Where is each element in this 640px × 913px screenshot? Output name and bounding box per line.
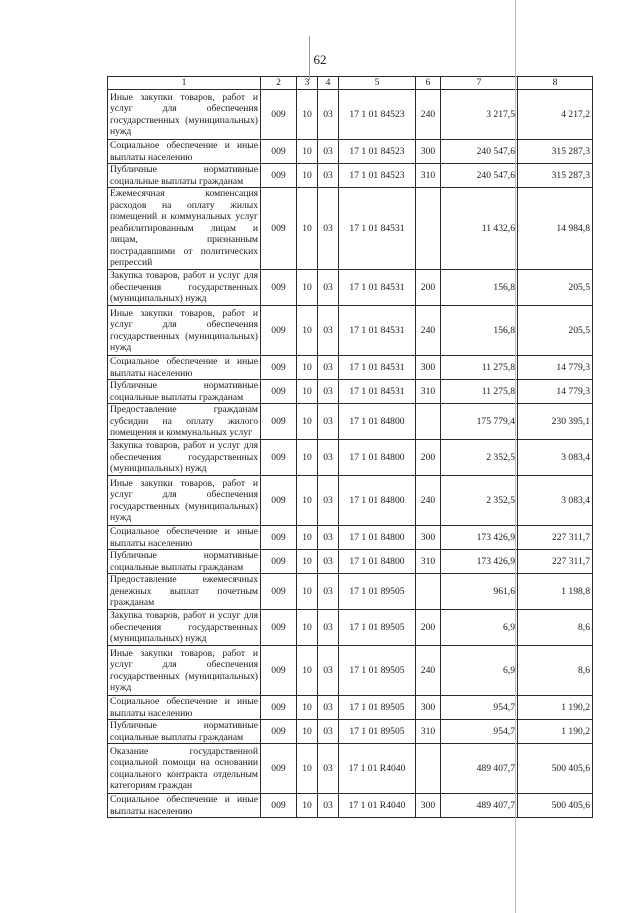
row-ministry-code: 009 — [261, 646, 297, 696]
row-section-code: 10 — [297, 164, 318, 188]
row-name: Оказание государственной социальной помощи на основании социального контракта отдельным категориям граждан — [108, 744, 261, 794]
row-amount-year-1: 156,8 — [441, 306, 518, 356]
row-ministry-code: 009 — [261, 744, 297, 794]
row-section-code: 10 — [297, 744, 318, 794]
table-row — [108, 744, 593, 794]
row-target-article: 17 1 01 89505 — [339, 574, 416, 610]
row-amount-year-1: 175 779,4 — [441, 404, 518, 440]
table-row — [108, 574, 593, 610]
row-subsection-code: 03 — [318, 794, 339, 818]
row-target-article: 17 1 01 84800 — [339, 440, 416, 476]
row-ministry-code: 009 — [261, 794, 297, 818]
row-name: Закупка товаров, работ и услуг для обеспечения государственных (муниципальных) нужд — [108, 440, 261, 476]
row-amount-year-2: 1 190,2 — [518, 696, 593, 720]
row-amount-year-1: 240 547,6 — [441, 140, 518, 164]
row-section-code: 10 — [297, 140, 318, 164]
row-ministry-code: 009 — [261, 140, 297, 164]
row-subsection-code: 03 — [318, 476, 339, 526]
row-section-code: 10 — [297, 794, 318, 818]
row-subsection-code: 03 — [318, 610, 339, 646]
row-section-code: 10 — [297, 306, 318, 356]
row-subsection-code: 03 — [318, 744, 339, 794]
header-cell: 6 — [416, 77, 441, 90]
row-ministry-code: 009 — [261, 696, 297, 720]
row-section-code: 10 — [297, 720, 318, 744]
row-section-code: 10 — [297, 440, 318, 476]
table-row — [108, 404, 593, 440]
row-subsection-code: 03 — [318, 404, 339, 440]
row-amount-year-2: 500 405,6 — [518, 794, 593, 818]
row-subsection-code: 03 — [318, 140, 339, 164]
row-expense-type: 310 — [416, 380, 441, 404]
row-ministry-code: 009 — [261, 270, 297, 306]
row-amount-year-1: 2 352,5 — [441, 440, 518, 476]
row-amount-year-1: 954,7 — [441, 696, 518, 720]
row-name: Социальное обеспечение и иные выплаты населению — [108, 526, 261, 550]
row-amount-year-1: 489 407,7 — [441, 794, 518, 818]
table-row — [108, 306, 593, 356]
row-amount-year-2: 14 779,3 — [518, 356, 593, 380]
row-subsection-code: 03 — [318, 646, 339, 696]
row-amount-year-1: 156,8 — [441, 270, 518, 306]
row-amount-year-2: 3 083,4 — [518, 440, 593, 476]
row-target-article: 17 1 01 84531 — [339, 188, 416, 270]
row-amount-year-1: 489 407,7 — [441, 744, 518, 794]
row-ministry-code: 009 — [261, 188, 297, 270]
row-amount-year-1: 2 352,5 — [441, 476, 518, 526]
table-row — [108, 646, 593, 696]
row-target-article: 17 1 01 89505 — [339, 720, 416, 744]
row-ministry-code: 009 — [261, 404, 297, 440]
row-subsection-code: 03 — [318, 356, 339, 380]
row-section-code: 10 — [297, 380, 318, 404]
row-ministry-code: 009 — [261, 574, 297, 610]
row-expense-type — [416, 188, 441, 270]
row-expense-type: 300 — [416, 356, 441, 380]
header-cell: 7 — [441, 77, 518, 90]
row-expense-type: 300 — [416, 140, 441, 164]
row-name: Социальное обеспечение и иные выплаты населению — [108, 794, 261, 818]
row-expense-type: 300 — [416, 794, 441, 818]
row-amount-year-1: 961,6 — [441, 574, 518, 610]
table-row — [108, 188, 593, 270]
row-target-article: 17 1 01 84531 — [339, 380, 416, 404]
row-target-article: 17 1 01 R4040 — [339, 744, 416, 794]
row-section-code: 10 — [297, 610, 318, 646]
table-body — [108, 90, 593, 818]
page-number: 62 — [313, 52, 327, 67]
table-row — [108, 356, 593, 380]
row-amount-year-2: 227 311,7 — [518, 526, 593, 550]
row-name: Закупка товаров, работ и услуг для обеспечения государственных (муниципальных) нужд — [108, 270, 261, 306]
row-amount-year-2: 1 198,8 — [518, 574, 593, 610]
row-ministry-code: 009 — [261, 440, 297, 476]
row-target-article: 17 1 01 84800 — [339, 550, 416, 574]
row-target-article: 17 1 01 89505 — [339, 610, 416, 646]
row-name: Иные закупки товаров, работ и услуг для обеспечения государственных (муниципальных) нужд — [108, 476, 261, 526]
row-amount-year-2: 227 311,7 — [518, 550, 593, 574]
row-ministry-code: 009 — [261, 306, 297, 356]
row-section-code: 10 — [297, 550, 318, 574]
row-amount-year-2: 500 405,6 — [518, 744, 593, 794]
table-row — [108, 720, 593, 744]
row-target-article: 17 1 01 84531 — [339, 270, 416, 306]
header-cell: 4 — [318, 77, 339, 90]
header-cell: 1 — [108, 77, 261, 90]
row-expense-type: 300 — [416, 696, 441, 720]
row-name: Ежемесячная компенсация расходов на оплату жилых помещений и коммунальных услуг реабилитированным лицам и лицам, признанным пострадавшими от политических репрессий — [108, 188, 261, 270]
row-section-code: 10 — [297, 574, 318, 610]
row-subsection-code: 03 — [318, 574, 339, 610]
row-expense-type: 240 — [416, 90, 441, 140]
row-subsection-code: 03 — [318, 720, 339, 744]
row-amount-year-1: 6,9 — [441, 610, 518, 646]
row-ministry-code: 009 — [261, 164, 297, 188]
row-amount-year-1: 3 217,5 — [441, 90, 518, 140]
row-amount-year-1: 6,9 — [441, 646, 518, 696]
table-row — [108, 794, 593, 818]
table-row — [108, 270, 593, 306]
table-row — [108, 164, 593, 188]
row-amount-year-1: 173 426,9 — [441, 550, 518, 574]
row-expense-type: 310 — [416, 720, 441, 744]
row-target-article: 17 1 01 84531 — [339, 356, 416, 380]
row-subsection-code: 03 — [318, 270, 339, 306]
row-ministry-code: 009 — [261, 380, 297, 404]
row-name: Социальное обеспечение и иные выплаты населению — [108, 356, 261, 380]
row-name: Предоставление гражданам субсидии на оплату жилого помещения и коммунальных услуг — [108, 404, 261, 440]
header-cell: 3 — [297, 77, 318, 90]
table-row — [108, 90, 593, 140]
row-expense-type: 310 — [416, 164, 441, 188]
row-expense-type: 240 — [416, 476, 441, 526]
row-section-code: 10 — [297, 696, 318, 720]
table-row — [108, 550, 593, 574]
row-target-article: 17 1 01 84531 — [339, 306, 416, 356]
row-target-article: 17 1 01 R4040 — [339, 794, 416, 818]
row-subsection-code: 03 — [318, 696, 339, 720]
row-name: Иные закупки товаров, работ и услуг для обеспечения государственных (муниципальных) нужд — [108, 90, 261, 140]
row-amount-year-1: 11 275,8 — [441, 356, 518, 380]
row-section-code: 10 — [297, 270, 318, 306]
budget-table — [107, 76, 593, 818]
row-expense-type: 240 — [416, 306, 441, 356]
scan-artifact-line — [515, 0, 516, 913]
row-amount-year-2: 4 217,2 — [518, 90, 593, 140]
row-ministry-code: 009 — [261, 476, 297, 526]
header-cell: 5 — [339, 77, 416, 90]
row-amount-year-1: 173 426,9 — [441, 526, 518, 550]
table-row — [108, 526, 593, 550]
row-name: Социальное обеспечение и иные выплаты населению — [108, 140, 261, 164]
row-amount-year-2: 8,6 — [518, 610, 593, 646]
table-row — [108, 610, 593, 646]
row-amount-year-2: 205,5 — [518, 306, 593, 356]
row-subsection-code: 03 — [318, 550, 339, 574]
row-subsection-code: 03 — [318, 526, 339, 550]
row-expense-type: 200 — [416, 610, 441, 646]
row-ministry-code: 009 — [261, 526, 297, 550]
row-target-article: 17 1 01 84523 — [339, 90, 416, 140]
row-subsection-code: 03 — [318, 188, 339, 270]
row-ministry-code: 009 — [261, 720, 297, 744]
row-subsection-code: 03 — [318, 440, 339, 476]
header-cell: 2 — [261, 77, 297, 90]
row-name: Социальное обеспечение и иные выплаты населению — [108, 696, 261, 720]
scan-artifact-line — [309, 36, 310, 80]
row-name: Публичные нормативные социальные выплаты гражданам — [108, 720, 261, 744]
row-amount-year-2: 315 287,3 — [518, 140, 593, 164]
row-ministry-code: 009 — [261, 90, 297, 140]
table-row — [108, 696, 593, 720]
row-expense-type: 240 — [416, 646, 441, 696]
row-target-article: 17 1 01 84523 — [339, 140, 416, 164]
table-row — [108, 140, 593, 164]
row-ministry-code: 009 — [261, 550, 297, 574]
row-section-code: 10 — [297, 90, 318, 140]
row-subsection-code: 03 — [318, 306, 339, 356]
table-row — [108, 476, 593, 526]
row-amount-year-2: 14 779,3 — [518, 380, 593, 404]
row-section-code: 10 — [297, 356, 318, 380]
row-name: Предоставление ежемесячных денежных выплат почетным гражданам — [108, 574, 261, 610]
row-section-code: 10 — [297, 188, 318, 270]
row-section-code: 10 — [297, 646, 318, 696]
row-name: Публичные нормативные социальные выплаты гражданам — [108, 550, 261, 574]
row-name: Закупка товаров, работ и услуг для обеспечения государственных (муниципальных) нужд — [108, 610, 261, 646]
row-expense-type: 200 — [416, 270, 441, 306]
row-name: Иные закупки товаров, работ и услуг для обеспечения государственных (муниципальных) нужд — [108, 306, 261, 356]
row-amount-year-2: 8,6 — [518, 646, 593, 696]
table-row — [108, 440, 593, 476]
row-amount-year-1: 11 275,8 — [441, 380, 518, 404]
row-target-article: 17 1 01 84800 — [339, 526, 416, 550]
row-expense-type: 200 — [416, 440, 441, 476]
row-amount-year-2: 315 287,3 — [518, 164, 593, 188]
row-amount-year-1: 11 432,6 — [441, 188, 518, 270]
row-section-code: 10 — [297, 404, 318, 440]
row-amount-year-2: 3 083,4 — [518, 476, 593, 526]
row-expense-type: 300 — [416, 526, 441, 550]
table-row — [108, 380, 593, 404]
row-name: Иные закупки товаров, работ и услуг для обеспечения государственных (муниципальных) нужд — [108, 646, 261, 696]
row-subsection-code: 03 — [318, 164, 339, 188]
row-subsection-code: 03 — [318, 380, 339, 404]
row-section-code: 10 — [297, 476, 318, 526]
row-expense-type — [416, 404, 441, 440]
table-header-row — [108, 77, 593, 90]
row-target-article: 17 1 01 89505 — [339, 696, 416, 720]
row-expense-type: 310 — [416, 550, 441, 574]
row-target-article: 17 1 01 84800 — [339, 404, 416, 440]
row-amount-year-2: 1 190,2 — [518, 720, 593, 744]
row-target-article: 17 1 01 84523 — [339, 164, 416, 188]
row-amount-year-2: 230 395,1 — [518, 404, 593, 440]
row-expense-type — [416, 744, 441, 794]
row-ministry-code: 009 — [261, 610, 297, 646]
row-amount-year-2: 205,5 — [518, 270, 593, 306]
row-ministry-code: 009 — [261, 356, 297, 380]
row-target-article: 17 1 01 84800 — [339, 476, 416, 526]
row-name: Публичные нормативные социальные выплаты гражданам — [108, 380, 261, 404]
row-name: Публичные нормативные социальные выплаты гражданам — [108, 164, 261, 188]
row-expense-type — [416, 574, 441, 610]
header-cell: 8 — [518, 77, 593, 90]
row-subsection-code: 03 — [318, 90, 339, 140]
row-amount-year-2: 14 984,8 — [518, 188, 593, 270]
row-amount-year-1: 954,7 — [441, 720, 518, 744]
row-section-code: 10 — [297, 526, 318, 550]
row-target-article: 17 1 01 89505 — [339, 646, 416, 696]
row-amount-year-1: 240 547,6 — [441, 164, 518, 188]
